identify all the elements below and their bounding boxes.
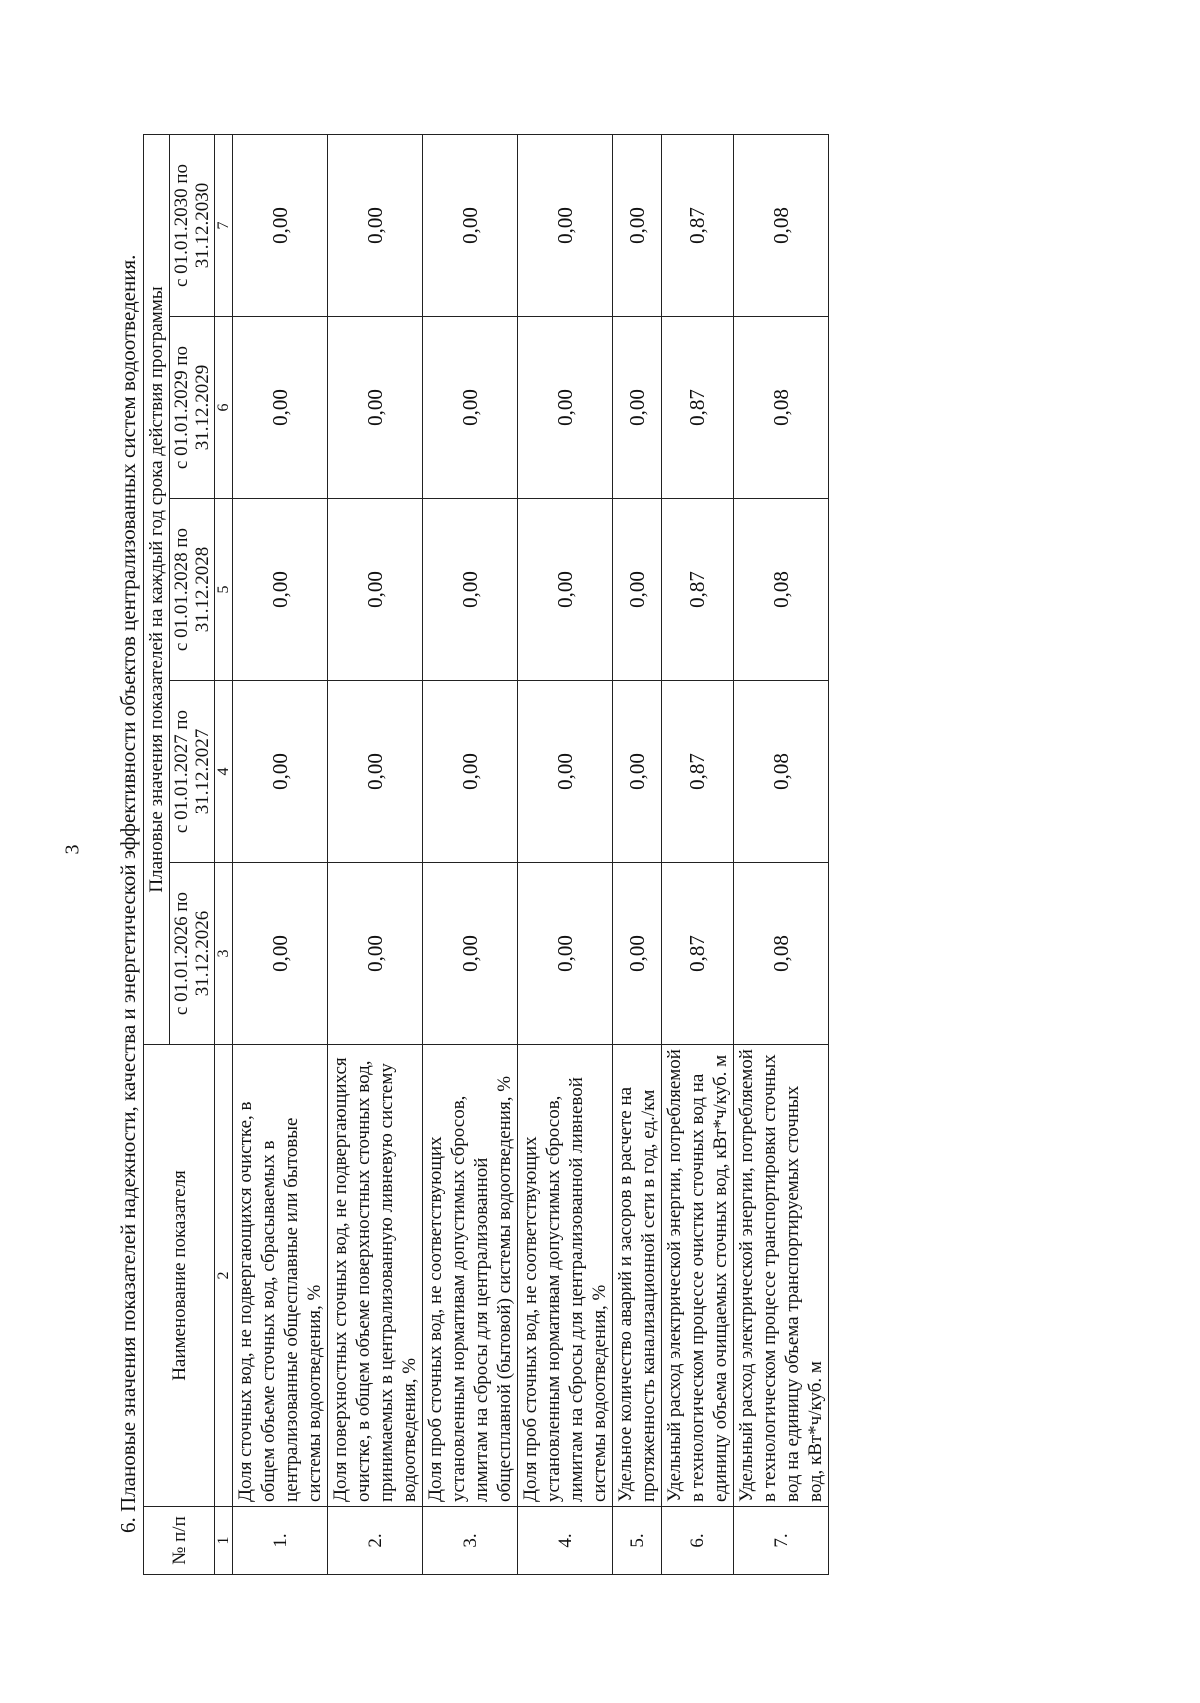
- value-cell: 0,08: [734, 499, 829, 681]
- table-row: [423, 134, 518, 1574]
- header-period-2026: с 01.01.2026 по 31.12.2026: [170, 863, 215, 1045]
- column-numbers-row: [215, 134, 233, 1574]
- indicators-table: [143, 134, 829, 1575]
- value-cell: 0,00: [518, 863, 613, 1045]
- value-cell: 0,00: [613, 863, 662, 1045]
- value-cell: 0,00: [233, 134, 328, 316]
- header-group: Плановые значения показателей на каждый год срока действия программы: [144, 134, 170, 1044]
- header-name: Наименование показателя: [144, 1045, 215, 1507]
- table-row: [734, 134, 829, 1574]
- page-number: 3: [61, 844, 84, 855]
- value-cell: 0,00: [233, 317, 328, 499]
- header-period-2027: с 01.01.2027 по 31.12.2027: [170, 681, 215, 863]
- table-row: [518, 134, 613, 1574]
- column-number: 5: [215, 499, 233, 681]
- indicator-name: Доля сточных вод, не подвергающихся очистке, в общем объеме сточных вод, сбрасываемых в централизованные общесплавные или бытовые системы водоотведения, %: [233, 1045, 328, 1507]
- value-cell: 0,08: [734, 317, 829, 499]
- value-cell: 0,87: [662, 499, 734, 681]
- value-cell: 0,00: [328, 681, 423, 863]
- value-cell: 0,00: [423, 134, 518, 316]
- column-number: 1: [215, 1507, 233, 1575]
- table-row: [328, 134, 423, 1574]
- header-period-2030: с 01.01.2030 по 31.12.2030: [170, 134, 215, 316]
- value-cell: 0,00: [423, 681, 518, 863]
- row-number: 3.: [423, 1507, 518, 1575]
- value-cell: 0,00: [423, 499, 518, 681]
- value-cell: 0,00: [328, 863, 423, 1045]
- value-cell: 0,00: [233, 863, 328, 1045]
- header-row-top: [144, 134, 170, 1574]
- value-cell: 0,87: [662, 134, 734, 316]
- header-period-2029: с 01.01.2029 по 31.12.2029: [170, 317, 215, 499]
- row-number: 4.: [518, 1507, 613, 1575]
- row-number: 6.: [662, 1507, 734, 1575]
- column-number: 2: [215, 1045, 233, 1507]
- header-no: № п/п: [144, 1507, 215, 1575]
- value-cell: 0,87: [662, 863, 734, 1045]
- value-cell: 0,00: [328, 499, 423, 681]
- indicator-name: Доля поверхностных сточных вод, не подвергающихся очистке, в общем объеме поверхностных сточных вод, принимаемых в централизованную ливневую систему водоотведения, %: [328, 1045, 423, 1507]
- table-row: [233, 134, 328, 1574]
- column-number: 4: [215, 681, 233, 863]
- value-cell: 0,00: [613, 134, 662, 316]
- indicator-name: Удельный расход электрической энергии, потребляемой в технологическом процессе очистки сточных вод на единицу объема очищаемых сточных вод, кВт*ч/куб. м: [662, 1045, 734, 1507]
- indicator-name: Доля проб сточных вод, не соответствующих установленным нормативам допустимых сбросов, лимитам на сбросы для централизованной ливневой системы водоотведения, %: [518, 1045, 613, 1507]
- value-cell: 0,87: [662, 681, 734, 863]
- rotated-page-content: [115, 125, 1135, 1575]
- value-cell: 0,08: [734, 134, 829, 316]
- indicator-name: Удельное количество аварий и засоров в расчете на протяженность канализационной сети в год, ед./км: [613, 1045, 662, 1507]
- row-number: 1.: [233, 1507, 328, 1575]
- value-cell: 0,00: [233, 681, 328, 863]
- header-period-2028: с 01.01.2028 по 31.12.2028: [170, 499, 215, 681]
- value-cell: 0,00: [328, 317, 423, 499]
- value-cell: 0,00: [613, 499, 662, 681]
- table-row: [613, 134, 662, 1574]
- column-number: 6: [215, 317, 233, 499]
- table-row: [662, 134, 734, 1574]
- value-cell: 0,00: [518, 134, 613, 316]
- value-cell: 0,00: [518, 499, 613, 681]
- value-cell: 0,00: [613, 317, 662, 499]
- row-number: 7.: [734, 1507, 829, 1575]
- value-cell: 0,00: [518, 317, 613, 499]
- value-cell: 0,00: [233, 499, 328, 681]
- value-cell: 0,00: [328, 134, 423, 316]
- value-cell: 0,00: [613, 681, 662, 863]
- column-number: 3: [215, 863, 233, 1045]
- value-cell: 0,08: [734, 681, 829, 863]
- value-cell: 0,08: [734, 863, 829, 1045]
- value-cell: 0,00: [423, 317, 518, 499]
- row-number: 5.: [613, 1507, 662, 1575]
- column-number: 7: [215, 134, 233, 316]
- section-heading-text: 6. Плановые значения показателей надежности, качества и энергетической эффективности объектов централизованных систем водоотведения.: [116, 254, 140, 1533]
- indicator-name: Удельный расход электрической энергии, потребляемой в технологическом процессе транспортировки сточных вод на единицу объема транспортируемых сточных вод, кВт*ч/куб. м: [734, 1045, 829, 1507]
- section-heading: [115, 129, 141, 1575]
- row-number: 2.: [328, 1507, 423, 1575]
- value-cell: 0,00: [518, 681, 613, 863]
- indicator-name: Доля проб сточных вод, не соответствующих установленным нормативам допустимых сбросов, лимитам на сбросы для централизованной общесплавной (бытовой) системы водоотведения, %: [423, 1045, 518, 1507]
- value-cell: 0,00: [423, 863, 518, 1045]
- value-cell: 0,87: [662, 317, 734, 499]
